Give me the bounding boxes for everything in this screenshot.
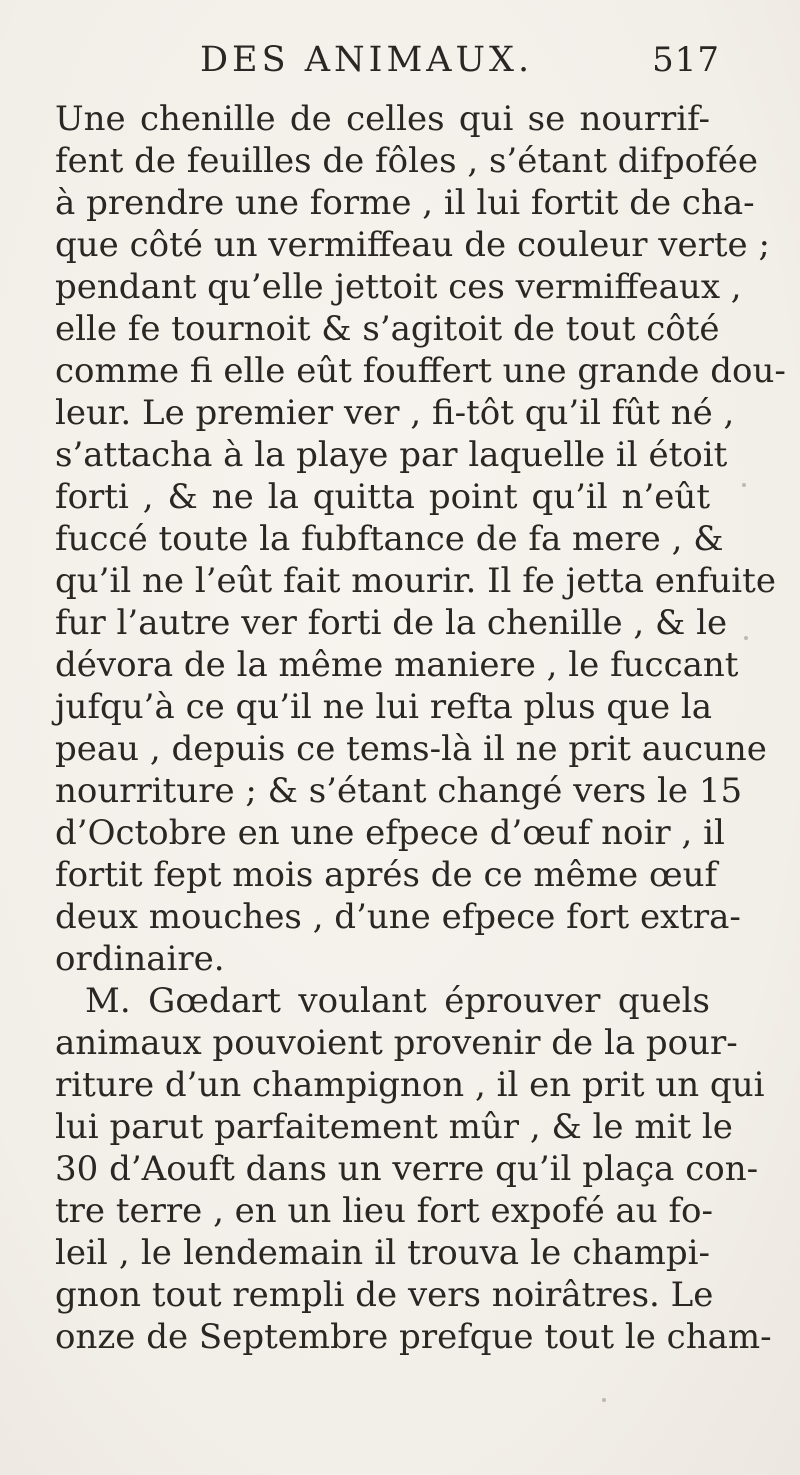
text-line: animaux pouvoient provenir de la pour- xyxy=(55,1023,738,1063)
text-line: fent de feuilles de fôles , s’étant difpofée xyxy=(55,141,758,181)
text-line: leur. Le premier ver , fi-tôt qu’il fût né , xyxy=(55,393,735,433)
running-title: DES ANIMAUX. xyxy=(200,40,534,80)
text-line: nourriture ; & s’étant changé vers le 15 xyxy=(55,771,743,811)
paper-speck xyxy=(744,636,748,640)
paper-speck xyxy=(742,483,746,487)
text-line: comme fi elle eût fouffert une grande dou- xyxy=(55,351,786,391)
text-line: M. Gœdart voulant éprouver quels xyxy=(85,981,710,1021)
text-line: qu’il ne l’eût fait mourir. Il fe jetta enfuite xyxy=(55,561,776,601)
text-line: 30 d’Aouft dans un verre qu’il plaça con- xyxy=(55,1149,759,1189)
text-line: s’attacha à la playe par laquelle il étoit xyxy=(55,435,728,475)
body-text xyxy=(55,98,786,1358)
text-line: jufqu’à ce qu’il ne lui refta plus que la xyxy=(55,687,713,727)
text-line: Une chenille de celles qui se nourrif- xyxy=(55,99,710,139)
text-line: deux mouches , d’une efpece fort extra- xyxy=(55,897,741,937)
text-line: fur l’autre ver forti de la chenille , & le xyxy=(55,603,728,643)
page-number: 517 xyxy=(652,40,720,80)
text-line: elle fe tournoit & s’agitoit de tout côté xyxy=(55,309,720,349)
text-line: riture d’un champignon , il en prit un qui xyxy=(55,1065,765,1105)
text-line: d’Octobre en une efpece d’œuf noir , il xyxy=(55,813,725,853)
text-line: forti , & ne la quitta point qu’il n’eût xyxy=(55,477,710,517)
running-head xyxy=(200,40,720,90)
text-line: lui parut parfaitement mûr , & le mit le xyxy=(55,1107,733,1147)
text-line: pendant qu’elle jettoit ces vermiffeaux , xyxy=(55,267,742,307)
text-line: dévora de la même maniere , le fuccant xyxy=(55,645,739,685)
text-line: peau , depuis ce tems-là il ne prit aucune xyxy=(55,729,767,769)
text-line: fortit fept mois aprés de ce même œuf xyxy=(55,855,718,895)
text-line: fuccé toute la fubftance de fa mere , & xyxy=(55,519,724,559)
text-line: onze de Septembre prefque tout le cham- xyxy=(55,1317,772,1357)
text-line: que côté un vermiffeau de couleur verte ; xyxy=(55,225,770,265)
text-line: ordinaire. xyxy=(55,939,225,979)
text-line: tre terre , en un lieu fort expofé au fo- xyxy=(55,1191,714,1231)
paper-speck xyxy=(602,1398,606,1402)
text-line: à prendre une forme , il lui fortit de cha- xyxy=(55,183,755,223)
text-line: gnon tout rempli de vers noirâtres. Le xyxy=(55,1275,714,1315)
text-line: leil , le lendemain il trouva le champi- xyxy=(55,1233,710,1273)
